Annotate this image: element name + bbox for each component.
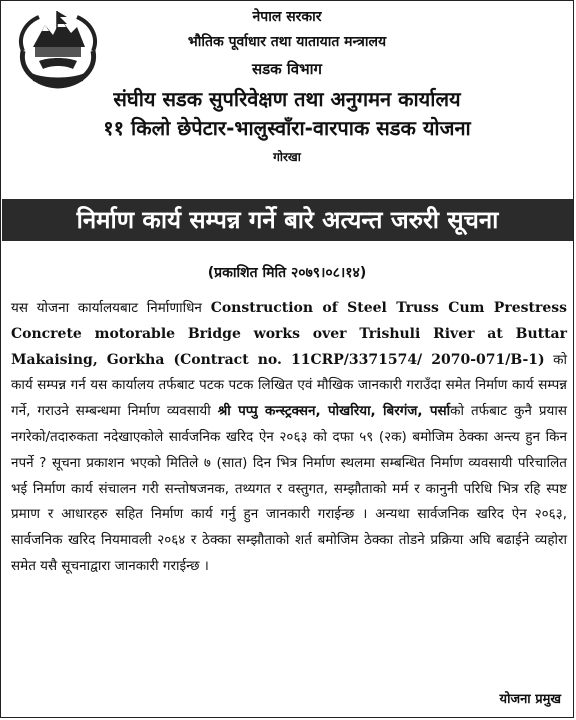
district-heading: गोरखा xyxy=(273,150,301,164)
department-heading: सडक विभाग xyxy=(251,60,322,78)
government-heading: नेपाल सरकार xyxy=(252,9,322,25)
office-heading: संघीय सडक सुपरिवेक्षण तथा अनुगमन कार्यालय xyxy=(113,87,461,111)
project-heading: ११ किलो छेपेटार-भालुस्वाँरा-वारपाक सडक योजना xyxy=(103,116,471,140)
body-rest: को तर्फबाट कुनै प्रयास नगरेको/तदारुकता नदेखाएकोले सार्वजनिक खरिद ऐन २०६३ को दफा ५९ (२क) बमोजिम ठेक्का अन्त्य हुन किन नपर्ने ? सूचना प्रकाशन भएको मितिले ७ (सात) दिन भित्र निर्माण स्थलमा सम्बन्धित निर्माण व्यवसायी परिचालित भई निर्माण कार्य संचालन गरी सन्तोषजनक, तथ्यगत र वस्तुगत, सम्झौताको मर्म र कानुनी परिधि भित्र रहि स्पष्ट प्रमाण र आधारहरु सहित निर्माण कार्य गर्नु हुन जानकारी गराईन्छ । अन्यथा सार्वजनिक खरिद ऐन २०६३, सार्वजनिक खरिद नियमावली २०६४ र ठेक्का सम्झौताको शर्त बमोजिम ठेक्का तोडने प्रक्रिया अघि बढाईने व्यहोरा समेत यसै सूचनाद्वारा जानकारी गराईन्छ । xyxy=(11,403,567,574)
body-middle: को कार्य सम्पन्न गर्न यस कार्यालय तर्फबाट पटक पटक लिखित एवं मौखिक जानकारी गराउँदा समेत निर्माण कार्य सम्पन्न गर्ने, गराउने सम्बन्धमा निर्माण व्यवसायी xyxy=(11,351,568,420)
ministry-heading: भौतिक पूर्वाधार तथा यातायात मन्त्रालय xyxy=(187,34,387,50)
contract-title: Construction of Steel Truss Cum Prestress Concrete motorable Bridge works over Trishuli River at Buttar Makaising, Gorkha (Contract no. 11CRP/3371574/ 2070-071/B-1) xyxy=(11,300,567,368)
contractor-name: श्री पप्पु कन्स्ट्रक्सन, पोखरिया, बिरगंज, पर्सा xyxy=(217,403,451,420)
body-intro: यस योजना कार्यालयबाट निर्माणाधिन xyxy=(11,300,211,316)
signature-designation: योजना प्रमुख xyxy=(499,692,561,707)
notice-title-banner: निर्माण कार्य सम्पन्न गर्ने बारे अत्यन्त जरुरी सूचना xyxy=(2,199,573,241)
notice-body xyxy=(11,296,567,580)
published-date: (प्रकाशित मिति २०७९।०८।१४) xyxy=(207,265,367,281)
